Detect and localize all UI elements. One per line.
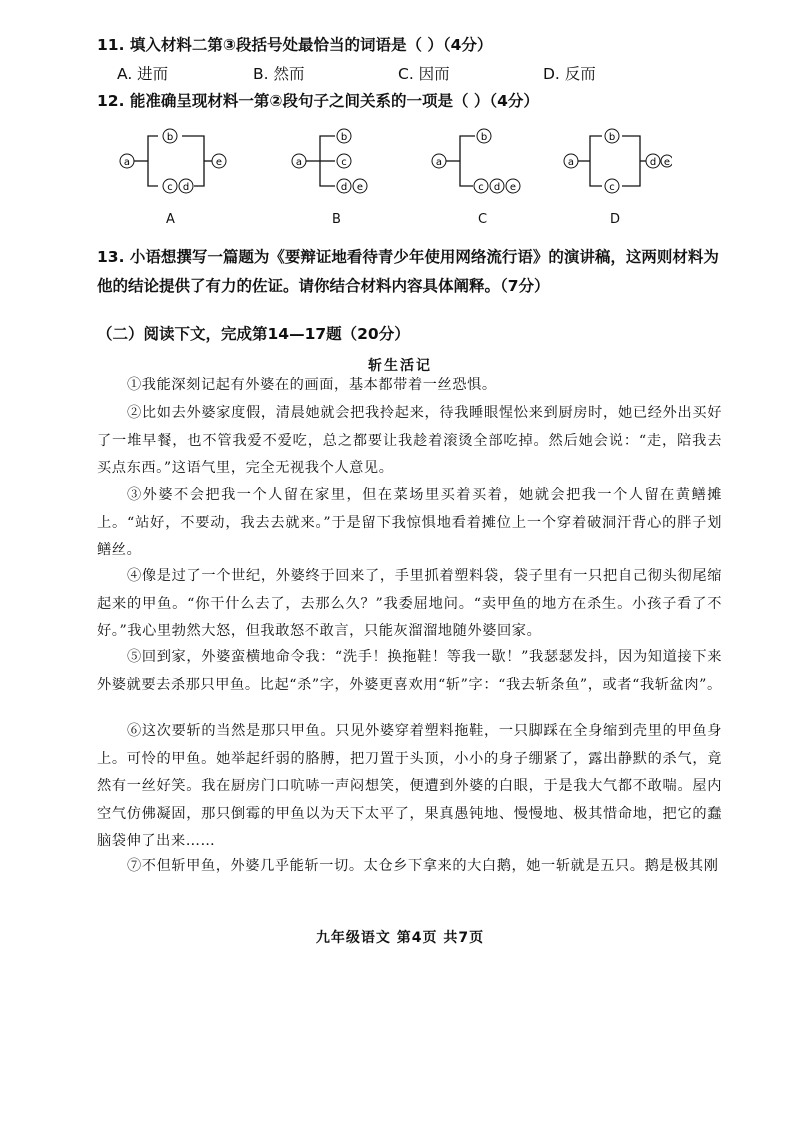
paragraph-7: ⑦不但斩甲鱼，外婆几乎能斩一切。太仓乡下拿来的大白鹅，她一斩就是五只。鹅是极其刚 <box>127 858 719 874</box>
node-d: d <box>649 157 657 168</box>
node-c: c <box>167 182 173 193</box>
node-a: a <box>435 157 443 168</box>
article-title: 斩生活记 <box>368 358 432 374</box>
diagram-b <box>290 122 400 200</box>
node-c: c <box>609 182 615 193</box>
node-e: e <box>356 182 364 193</box>
paragraph-3: ③外婆不会把我一个人留在家里，但在菜场里买着买着，她就会把我一个人留在黄鳝摊上。“站好，不要动，我去去就来。”于是留下我惊惧地看着摊位上一个穿着破洞汗背心的胖子划鳝丝。 <box>97 487 722 558</box>
node-c: c <box>478 182 484 193</box>
diagram-label-d: D <box>610 212 621 227</box>
node-b: b <box>608 132 616 143</box>
paragraph-5: ⑤回到家，外婆蛮横地命令我：“洗手！换拖鞋！等我一歇！”我瑟瑟发抖，因为知道接下来外婆就要去杀那只甲鱼。比起“杀”字，外婆更喜欢用“斩”字：“我去斩条鱼”，或者“我斩盆肉”。 <box>97 649 722 693</box>
question-11-stem: 11. 填入材料二第③段括号处最恰当的词语是（ ）（4分） <box>97 36 493 54</box>
node-e: e <box>215 157 223 168</box>
question-13: 13. 小语想撰写一篇题为《要辩证地看待青少年使用网络流行语》的演讲稿，这两则材料为他的结论提供了有力的佐证。请你结合材料内容具体阐释。（7分） <box>97 248 719 295</box>
paragraph-2: ②比如去外婆家度假，清晨她就会把我拎起来，待我睡眼惺忪来到厨房时，她已经外出买好了一堆早餐，也不管我爱不爱吃，总之都要让我趁着滚烫全部吃掉。然后她会说：“走，陪我去买点东西。”这语气里，完全无视我个人意见。 <box>97 405 722 476</box>
question-12-stem: 12. 能准确呈现材料一第②段句子之间关系的一项是（ ）（4分） <box>97 92 539 110</box>
page-footer: 九年级语文 第4页 共7页 <box>315 930 485 946</box>
node-a: a <box>295 157 303 168</box>
node-d: d <box>182 182 190 193</box>
paragraph-6: ⑥这次要斩的当然是那只甲鱼。只见外婆穿着塑料拖鞋，一只脚踩在全身缩到壳里的甲鱼身上。可怜的甲鱼。她举起纤弱的胳膊，把刀置于头顶，小小的身子绷紧了，露出静默的杀气，竟然有一丝好笑。我在厨房门口吭哧一声闷想笑，便遭到外婆的白眼，于是我大气都不敢喘。屋内空气仿佛凝固，那只倒霉的甲鱼以为天下太平了，果真愚钝地、慢慢地、极其惜命地，把它的蠢脑袋伸了出来…… <box>97 723 722 849</box>
node-a: a <box>123 157 131 168</box>
node-d: d <box>493 182 501 193</box>
node-b: b <box>340 132 348 143</box>
diagram-label-b: B <box>332 212 341 227</box>
node-c: c <box>341 157 347 168</box>
diagram-c <box>430 122 540 200</box>
diagram-label-a: A <box>166 212 175 227</box>
node-b: b <box>480 132 488 143</box>
paragraph-1: ①我能深刻记起有外婆在的画面，基本都带着一丝恐惧。 <box>127 377 497 393</box>
q11-option-c: C. 因而 <box>398 65 450 83</box>
node-d: d <box>340 182 348 193</box>
node-b: b <box>166 132 174 143</box>
diagram-a <box>118 122 228 200</box>
q11-option-a: A. 进而 <box>117 65 169 83</box>
q11-option-d: D. 反而 <box>543 65 596 83</box>
paragraph-4: ④像是过了一个世纪，外婆终于回来了，手里抓着塑料袋，袋子里有一只把自己彻头彻尾缩起来的甲鱼。“你干什么去了，去那么久？”我委屈地问。“卖甲鱼的地方在杀生。小孩子看了不好。”我心里勃然大怒，但我敢怒不敢言，只能灰溜溜地随外婆回家。 <box>97 568 722 639</box>
node-e: e <box>663 157 671 168</box>
section-heading: （二）阅读下文，完成第14—17题（20分） <box>97 325 410 343</box>
node-a: a <box>567 157 575 168</box>
diagram-label-c: C <box>478 212 488 227</box>
q11-option-b: B. 然而 <box>253 65 305 83</box>
diagram-d <box>562 122 672 200</box>
node-e: e <box>509 182 517 193</box>
